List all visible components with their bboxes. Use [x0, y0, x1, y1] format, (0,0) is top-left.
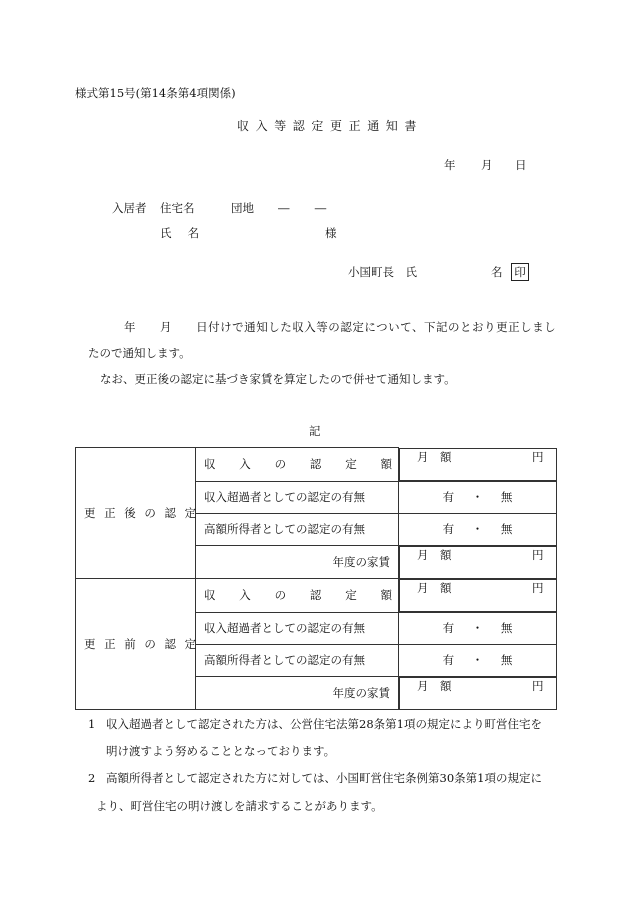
table-row — [76, 448, 557, 482]
value-monthly-amount: 月 額 円 — [399, 677, 557, 710]
body-paragraph-1-line-1: 年 月 日付けで通知した収入等の認定について、下記のとおり更正しまし — [124, 320, 557, 334]
name-label: 氏 名 — [160, 226, 202, 240]
group-label-after: 更正後の認定 — [76, 448, 196, 579]
item-high-income-status: 高額所得者としての認定の有無 — [196, 513, 399, 545]
value-yes-no: 有 ・ 無 — [399, 513, 557, 545]
certification-table — [75, 447, 557, 710]
value-monthly-amount: 月 額 円 — [399, 546, 557, 579]
table-row — [76, 579, 557, 613]
ki-heading: 記 — [309, 424, 321, 438]
group-label-before: 更正前の認定 — [76, 579, 196, 710]
item-annual-rent: 年度の家賃 — [196, 545, 399, 579]
issuer-title: 小国町長 氏 — [348, 265, 417, 279]
note-1-line-1: 収入超過者として認定された方は、公営住宅法第28条第1項の規定により町営住宅を — [106, 717, 542, 731]
date-year: 年 — [444, 158, 456, 172]
note-1-line-2: 明け渡すよう努めることとなっております。 — [106, 744, 336, 758]
value-monthly-amount: 月 額 円 — [399, 579, 557, 612]
body-paragraph-2: なお、更正後の認定に基づき家賃を算定したので併せて通知します。 — [100, 372, 456, 386]
honorific: 様 — [325, 226, 337, 240]
note-2-line-2: より、町営住宅の明け渡しを請求することがあります。 — [96, 799, 383, 813]
item-income-amount: 収 入 の 認 定 額 — [196, 448, 399, 482]
note-1-number: 1 — [88, 717, 96, 731]
recipient-label: 入居者 — [112, 201, 147, 215]
document-title: 収入等認定更正通知書 — [237, 119, 424, 133]
value-yes-no: 有 ・ 無 — [399, 644, 557, 676]
item-income-amount: 収 入 の 認 定 額 — [196, 579, 399, 613]
body-paragraph-1-line-2: たので通知します。 — [88, 346, 191, 360]
item-excess-income-status: 収入超過者としての認定の有無 — [196, 481, 399, 513]
date-month: 月 — [481, 158, 493, 172]
danchi-dashes: ― ― — [278, 201, 334, 215]
form-number: 様式第15号(第14条第4項関係) — [75, 86, 236, 100]
value-yes-no: 有 ・ 無 — [399, 612, 557, 644]
item-high-income-status: 高額所得者としての認定の有無 — [196, 644, 399, 676]
seal-mark: 印 — [511, 263, 529, 281]
item-annual-rent: 年度の家賃 — [196, 676, 399, 710]
danchi-label: 団地 — [231, 201, 254, 215]
issuer-name-suffix: 名 — [491, 265, 503, 279]
housing-name-label: 住宅名 — [160, 201, 195, 215]
date-day: 日 — [515, 158, 527, 172]
note-2-number: 2 — [88, 771, 96, 785]
item-excess-income-status: 収入超過者としての認定の有無 — [196, 612, 399, 644]
note-2-line-1: 高額所得者として認定された方に対しては、小国町営住宅条例第30条第1項の規定に — [106, 771, 542, 785]
value-yes-no: 有 ・ 無 — [399, 481, 557, 513]
value-monthly-amount: 月 額 円 — [399, 448, 557, 481]
